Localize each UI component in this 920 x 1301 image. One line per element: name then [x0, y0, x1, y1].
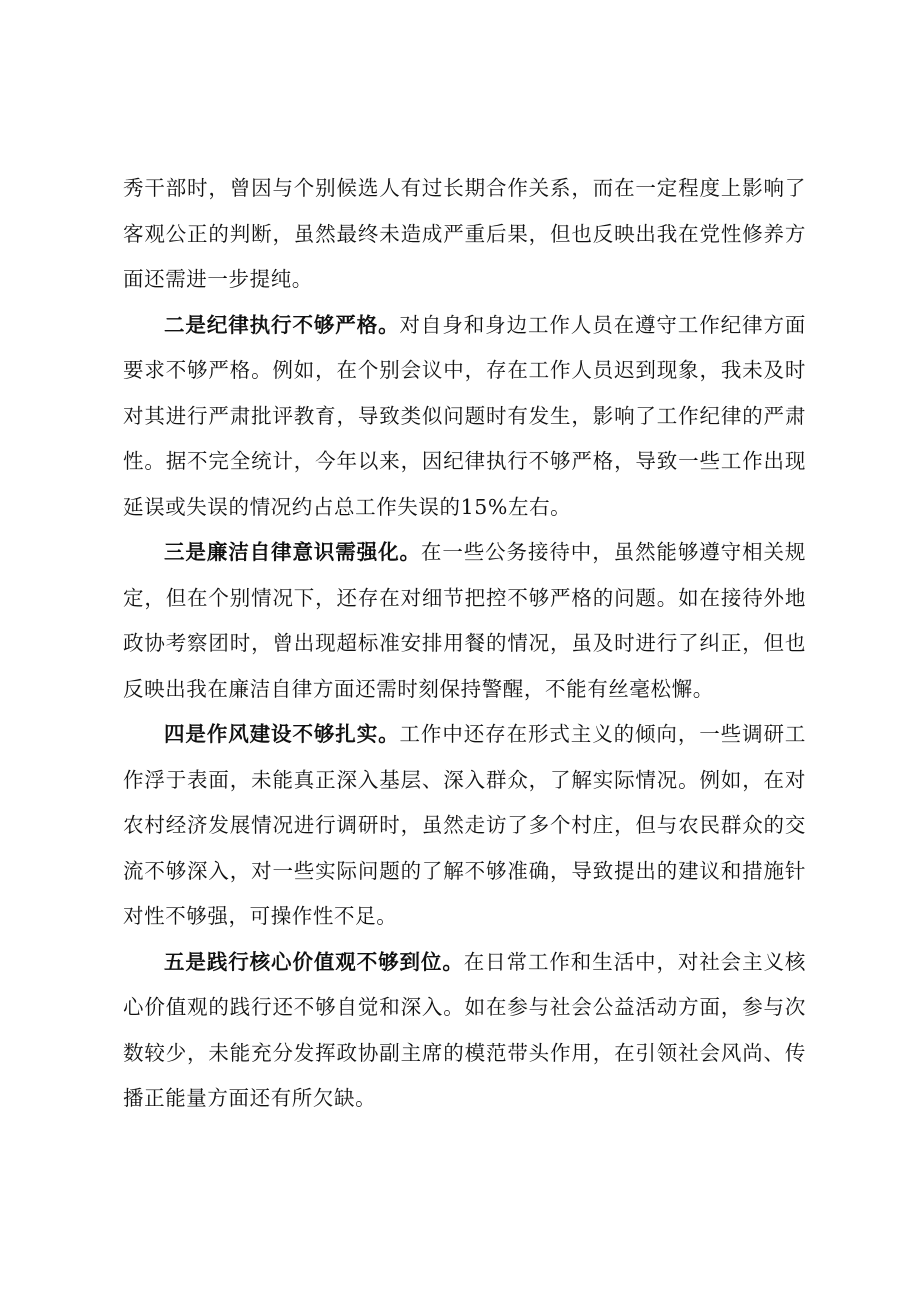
paragraph-continuation — [123, 166, 806, 303]
paragraph-text: 对自身和身边工作人员在遵守工作纪律方面要求不够严格。例如，在个别会议中，存在工作人员迟到现象，我未及时对其进行严肃批评教育，导致类似问题时有发生，影响了工作纪律的严肃性。据不完全统计，今年以来，因纪律执行不够严格，导致一些工作出现延误或失误的情况约占总工作失误的15%左右。 — [123, 312, 806, 519]
paragraph-heading: 三是廉洁自律意识需强化。 — [164, 540, 421, 564]
paragraph-discipline — [123, 303, 806, 531]
paragraph-heading: 二是纪律执行不够严格。 — [164, 312, 400, 337]
paragraph-heading: 四是作风建设不够扎实。 — [164, 722, 400, 746]
document-body — [123, 166, 806, 1122]
paragraph-text: 在日常工作和生活中，对社会主义核心价值观的践行还不够自觉和深入。如在参与社会公益活动方面，参与次数较少，未能充分发挥政协副主席的模范带头作用，在引领社会风尚、传播正能量方面还有所欠缺。 — [123, 949, 806, 1110]
paragraph-core-values — [123, 940, 806, 1122]
paragraph-text: 在一些公务接待中，虽然能够遵守相关规定，但在个别情况下，还存在对细节把控不够严格的问题。如在接待外地政协考察团时，曾出现超标准安排用餐的情况，虽及时进行了纠正，但也反映出我在廉洁自律方面还需时刻保持警醒，不能有丝毫松懈。 — [123, 540, 806, 701]
paragraph-heading: 五是践行核心价值观不够到位。 — [164, 949, 464, 974]
paragraph-work-style — [123, 712, 806, 940]
paragraph-integrity — [123, 530, 806, 712]
paragraph-text: 工作中还存在形式主义的倾向，一些调研工作浮于表面，未能真正深入基层、深入群众，了解实际情况。例如，在对农村经济发展情况进行调研时，虽然走访了多个村庄，但与农民群众的交流不够深入，对一些实际问题的了解不够准确，导致提出的建议和措施针对性不够强，可操作性不足。 — [123, 722, 806, 928]
paragraph-text: 秀干部时，曾因与个别候选人有过长期合作关系，而在一定程度上影响了客观公正的判断，虽然最终未造成严重后果，但也反映出我在党性修养方面还需进一步提纯。 — [123, 176, 806, 291]
